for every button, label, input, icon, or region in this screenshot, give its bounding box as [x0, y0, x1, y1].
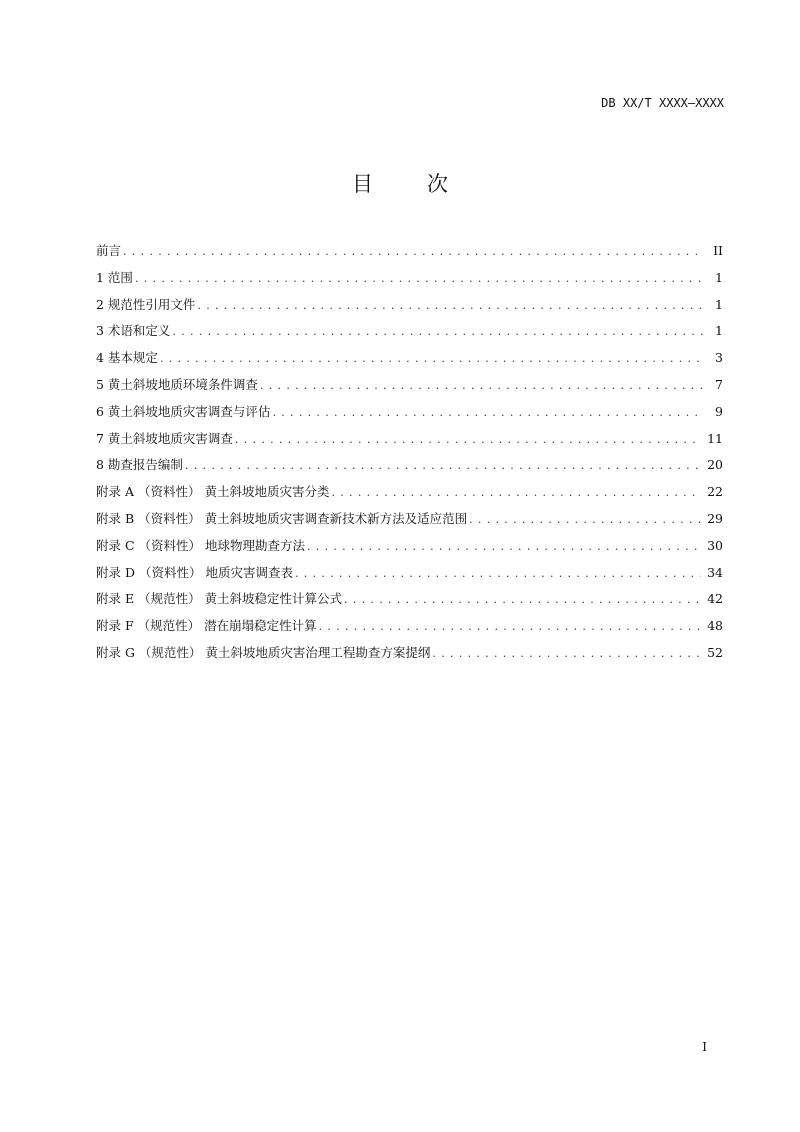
toc-entry-page: 52	[707, 644, 723, 660]
toc-leader-dots	[272, 406, 703, 419]
toc-entry-label: 4 基本规定	[96, 350, 158, 366]
toc-leader-dots	[160, 352, 703, 365]
toc-entry-appendix-b[interactable]	[96, 509, 723, 536]
toc-leader-dots	[172, 325, 703, 338]
toc-entry-label: 附录 A （资料性） 黄土斜坡地质灾害分类	[96, 484, 330, 500]
toc-entry-section-6[interactable]	[96, 402, 723, 429]
toc-entry-scope[interactable]	[96, 268, 723, 295]
toc-leader-dots	[307, 540, 701, 553]
toc-entry-page: 20	[707, 457, 723, 473]
toc-leader-dots	[295, 567, 701, 580]
toc-entry-page: 42	[707, 591, 723, 607]
toc-entry-section-8[interactable]	[96, 455, 723, 482]
toc-leader-dots	[331, 486, 701, 499]
toc-entry-label: 附录 F （规范性） 潜在崩塌稳定性计算	[96, 618, 317, 634]
toc-entry-page: 1	[715, 323, 723, 339]
toc-entry-basic-rules[interactable]	[96, 348, 723, 375]
toc-entry-label: 附录 E （规范性） 黄土斜坡稳定性计算公式	[96, 591, 343, 607]
toc-entry-normative-references[interactable]	[96, 295, 723, 322]
toc-entry-label: 附录 G （规范性） 黄土斜坡地质灾害治理工程勘查方案提纲	[96, 644, 431, 660]
toc-entry-label: 8 勘查报告编制	[96, 457, 183, 473]
toc-entry-section-7[interactable]	[96, 429, 723, 456]
toc-entry-section-5[interactable]	[96, 375, 723, 402]
table-of-contents	[96, 241, 723, 670]
toc-entry-page: 11	[707, 430, 723, 446]
toc-entry-page: II	[713, 243, 723, 258]
toc-entry-page: 3	[715, 350, 723, 366]
toc-leader-dots	[123, 245, 703, 258]
toc-entry-appendix-e[interactable]	[96, 589, 723, 616]
page-title	[0, 168, 800, 198]
title-char-2: 次	[427, 172, 448, 196]
toc-entry-appendix-a[interactable]	[96, 482, 723, 509]
toc-leader-dots	[197, 299, 703, 312]
toc-entry-label: 2 规范性引用文件	[96, 296, 196, 312]
toc-entry-label: 前言	[96, 243, 122, 258]
toc-leader-dots	[135, 272, 703, 285]
toc-entry-label: 附录 D （资料性） 地质灾害调查表	[96, 564, 293, 580]
toc-leader-dots	[260, 379, 703, 392]
toc-entry-page: 34	[707, 564, 723, 580]
toc-entry-terms-definitions[interactable]	[96, 321, 723, 348]
toc-leader-dots	[319, 620, 701, 633]
toc-entry-label: 6 黄土斜坡地质灾害调查与评估	[96, 403, 271, 419]
toc-entry-label: 3 术语和定义	[96, 323, 171, 339]
toc-leader-dots	[432, 647, 701, 660]
toc-leader-dots	[469, 513, 701, 526]
toc-entry-foreword[interactable]	[96, 241, 723, 268]
toc-entry-page: 30	[707, 537, 723, 553]
toc-entry-appendix-f[interactable]	[96, 616, 723, 643]
toc-leader-dots	[235, 433, 701, 446]
toc-leader-dots	[185, 459, 701, 472]
title-char-1: 目	[352, 172, 373, 196]
toc-leader-dots	[344, 593, 701, 606]
toc-entry-page: 48	[707, 618, 723, 634]
toc-entry-label: 5 黄土斜坡地质环境条件调查	[96, 376, 258, 392]
toc-entry-label: 1 范围	[96, 269, 133, 285]
page-number: I	[702, 1040, 707, 1054]
toc-entry-label: 附录 C （资料性） 地球物理勘查方法	[96, 537, 305, 553]
document-code: DB XX/T XXXX—XXXX	[601, 96, 724, 110]
toc-entry-page: 7	[715, 376, 723, 392]
toc-entry-page: 1	[715, 269, 723, 285]
toc-entry-label: 附录 B （资料性） 黄土斜坡地质灾害调查新技术新方法及适应范围	[96, 510, 468, 526]
toc-entry-page: 29	[707, 510, 723, 526]
toc-entry-page: 9	[715, 403, 723, 419]
toc-entry-appendix-g[interactable]	[96, 643, 723, 670]
toc-entry-label: 7 黄土斜坡地质灾害调查	[96, 430, 233, 446]
toc-entry-appendix-c[interactable]	[96, 536, 723, 563]
toc-entry-page: 22	[707, 484, 723, 500]
toc-entry-appendix-d[interactable]	[96, 563, 723, 590]
toc-entry-page: 1	[715, 296, 723, 312]
